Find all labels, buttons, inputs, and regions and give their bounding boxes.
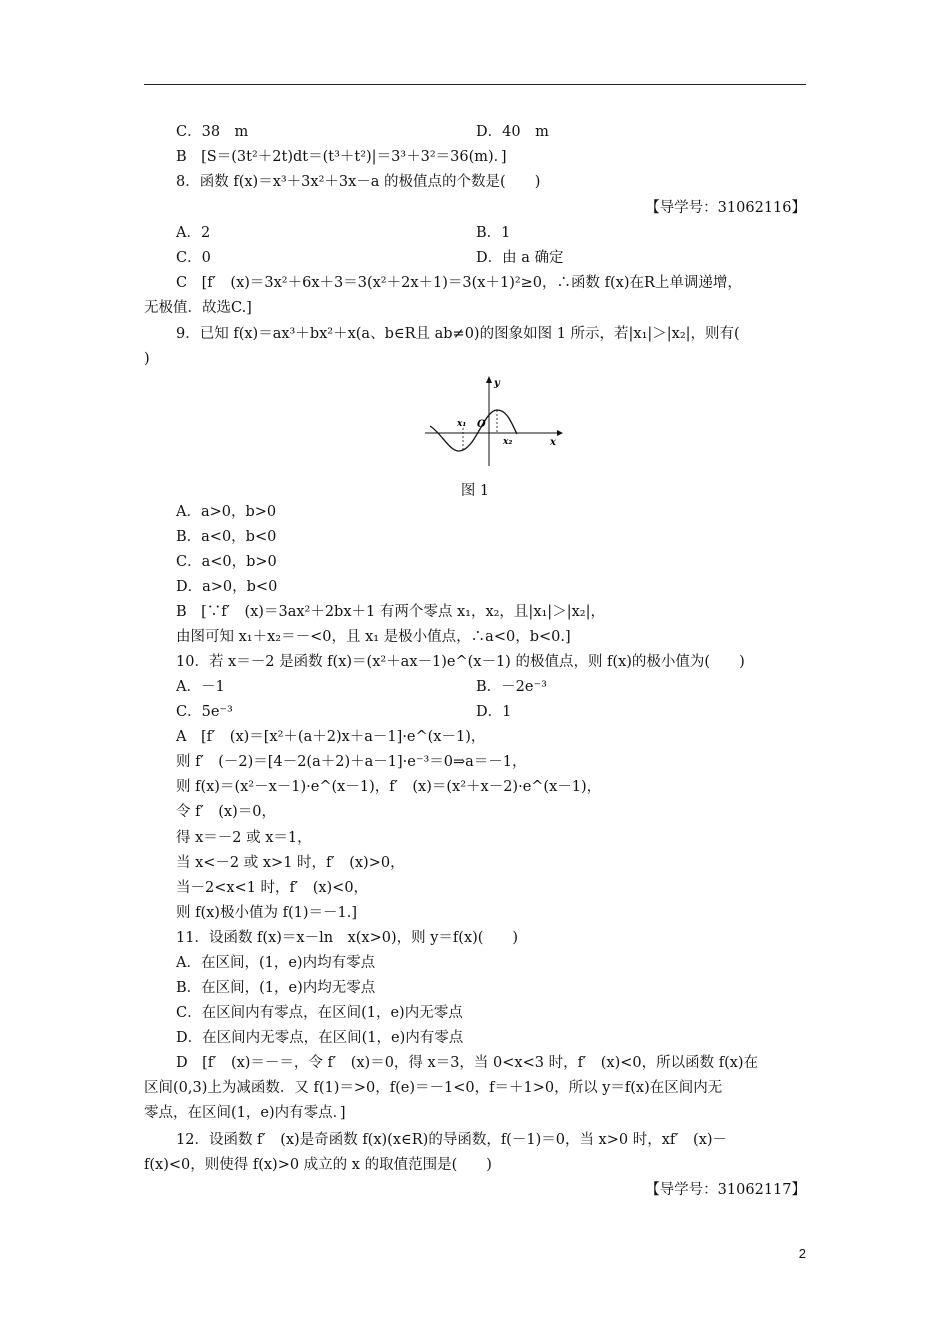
- answer-10-step-7: 则 f(x)极小值为 f(1)＝－1.]: [176, 905, 357, 921]
- answer-10-step-1: 则 f′ (－2)＝[4－2(a＋2)＋a－1]·e⁻³＝0⇒a＝－1，: [176, 754, 527, 770]
- option-b-9: B．a<0，b<0: [176, 529, 277, 545]
- option-d-8: D．由 a 确定: [476, 250, 564, 266]
- guide-number-8: 【导学号：31062116】: [645, 200, 806, 216]
- x-label: x: [550, 437, 556, 448]
- option-c-10: C．5e⁻³: [176, 704, 233, 720]
- option-a-9: A．a>0，b>0: [176, 504, 277, 520]
- page-number: 2: [798, 1246, 806, 1261]
- option-d-7: D．40 m: [476, 124, 549, 140]
- option-b-11: B．在区间，(1，e)内均无零点: [176, 980, 376, 996]
- question-11: 11．设函数 f(x)＝x－ln x(x>0)，则 y＝f(x)( ): [176, 930, 519, 946]
- x-axis-arrow: [557, 430, 563, 436]
- answer-10-step-2: 则 f(x)＝(x²－x－1)·e^(x－1)，f′ (x)＝(x²＋x－2)·e^(x－1)，: [176, 779, 602, 795]
- question-10: 10．若 x＝－2 是函数 f(x)＝(x²＋ax－1)e^(x－1) 的极值点，则 f(x)的极小值为( ): [176, 654, 745, 670]
- y-axis-arrow: [486, 376, 492, 383]
- option-c-7: C．38 m: [176, 124, 249, 140]
- answer-10-step-5: 当 x<－2 或 x>1 时，f′ (x)>0，: [176, 855, 405, 871]
- answer-10: A [f′ (x)＝[x²＋(a＋2)x＋a－1]·e^(x－1)，: [176, 729, 486, 745]
- option-d-9: D．a>0，b<0: [176, 579, 278, 595]
- origin-label: O: [477, 419, 486, 430]
- answer-10-step-4: 得 x＝－2 或 x＝1，: [176, 830, 312, 846]
- function-graph-figure: [425, 372, 565, 472]
- option-d-11: D．在区间内无零点，在区间(1，e)内有零点: [176, 1030, 464, 1046]
- answer-11-cont-2: 零点，在区间(1，e)内有零点．]: [144, 1105, 346, 1121]
- header-rule: [144, 84, 806, 85]
- option-c-8: C．0: [176, 250, 211, 266]
- answer-10-step-3: 令 f′ (x)＝0，: [176, 804, 276, 820]
- answer-10-step-6: 当－2<x<1 时，f′ (x)<0，: [176, 880, 369, 896]
- option-d-10: D．1: [476, 704, 512, 720]
- answer-11: D [f′ (x)＝－＝，令 f′ (x)＝0，得 x＝3，当 0<x<3 时，f′ (x)<0，所以函数 f(x)在: [176, 1055, 759, 1071]
- answer-8: C [f′ (x)＝3x²＋6x＋3＝3(x²＋2x＋1)＝3(x＋1)²≥0，∴函数 f(x)在R上单调递增，: [176, 275, 742, 291]
- question-8: 8．函数 f(x)＝x³＋3x²＋3x－a 的极值点的个数是( ): [176, 174, 541, 190]
- option-b-10: B．－2e⁻³: [476, 679, 547, 695]
- option-c-9: C．a<0，b>0: [176, 554, 277, 570]
- x2-label: x₂: [503, 437, 513, 447]
- option-c-11: C．在区间内有零点，在区间(1，e)内无零点: [176, 1005, 463, 1021]
- question-12: 12．设函数 f′ (x)是奇函数 f(x)(x∈R)的导函数，f(－1)＝0，当 x>0 时，xf′ (x)－: [176, 1132, 728, 1148]
- answer-9: B [∵f′ (x)＝3ax²＋2bx＋1 有两个零点 x₁，x₂，且|x₁|＞|x₂|，: [176, 604, 605, 620]
- option-a-11: A．在区间，(1，e)内均有零点: [176, 955, 376, 971]
- answer-8-cont: 无极值．故选C.]: [144, 300, 252, 316]
- answer-9-cont: 由图可知 x₁＋x₂＝－<0，且 x₁ 是极小值点，∴a<0，b<0.]: [176, 629, 571, 645]
- option-a-10: A．－1: [176, 679, 225, 695]
- question-12-cont: f(x)<0，则使得 f(x)>0 成立的 x 的取值范围是( ): [144, 1157, 492, 1173]
- answer-7: B [S＝(3t²＋2t)dt＝(t³＋t²)|＝3³＋3²＝36(m)．]: [176, 149, 507, 165]
- guide-number-12: 【导学号：31062117】: [645, 1182, 806, 1198]
- figure-caption: 图 1: [460, 483, 490, 499]
- option-a-8: A．2: [176, 225, 211, 241]
- question-9-cont: ): [144, 351, 150, 367]
- y-label: y: [494, 378, 500, 389]
- answer-11-cont-1: 区间(0,3)上为减函数．又 f(1)＝>0，f(e)＝－1<0，f＝＋1>0，所以 y＝f(x)在区间内无: [144, 1080, 723, 1096]
- option-b-8: B．1: [476, 225, 511, 241]
- question-9: 9．已知 f(x)＝ax³＋bx²＋x(a、b∈R且 ab≠0)的图象如图 1 所示，若|x₁|＞|x₂|，则有(: [176, 326, 740, 342]
- x1-label: x₁: [457, 419, 467, 429]
